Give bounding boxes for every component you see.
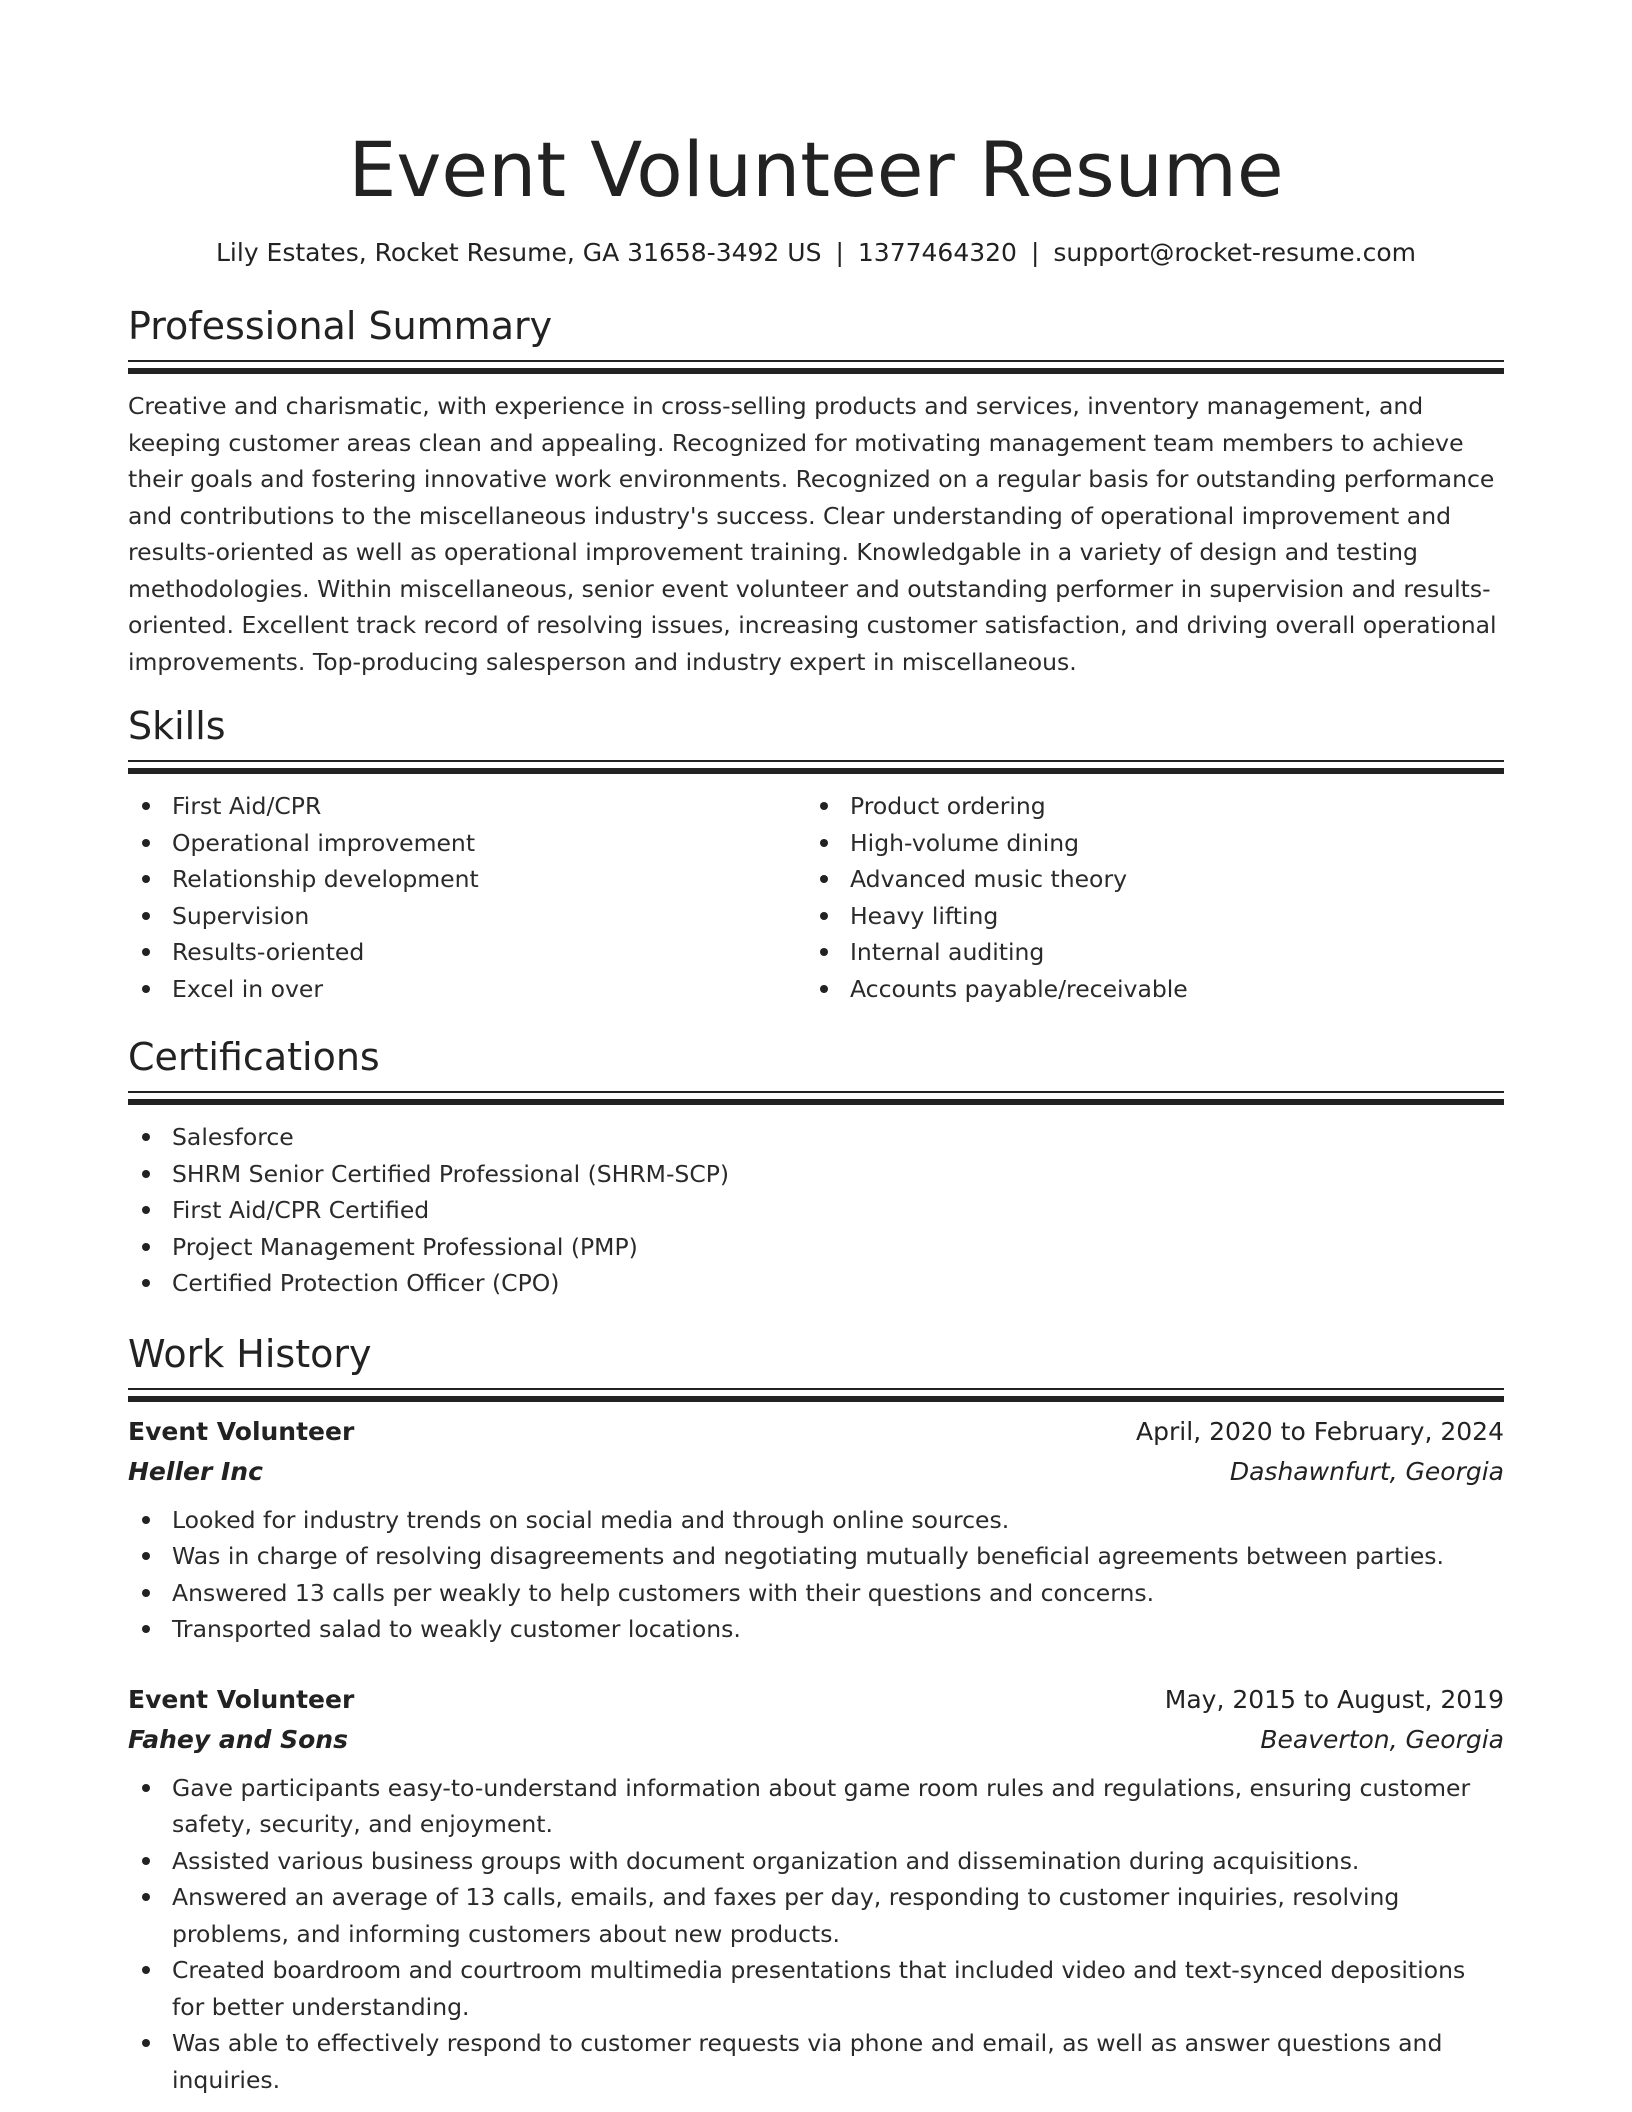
section-heading-certifications: Certifications (128, 1035, 380, 1079)
skill-item: Accounts payable/receivable (806, 971, 1484, 1008)
certifications-section (128, 1033, 1504, 1302)
skill-item: Results-oriented (128, 934, 806, 971)
job-company-row (128, 1720, 1504, 1760)
section-heading-summary: Professional Summary (128, 304, 553, 348)
certification-item: Certified Protection Officer (CPO) (128, 1265, 1504, 1302)
resume-title: Event Volunteer Resume (348, 125, 1284, 214)
job-duty-item: Was in charge of resolving disagreements and negotiating mutually beneficial agreements between parties. (128, 1538, 1504, 1575)
job-title: Event Volunteer (128, 1416, 355, 1446)
section-divider (128, 1091, 1504, 1105)
job-location: Beaverton, Georgia (1260, 1724, 1504, 1754)
job-duty-item: Answered an average of 13 calls, emails, and faxes per day, responding to customer inquiries, resolving problems, and informing customers about new products. (128, 1879, 1504, 1952)
job-duties-list (128, 1770, 1504, 2099)
summary-text: Creative and charismatic, with experience in cross-selling products and services, inventory management, and keeping customer areas clean and appealing. Recognized for motivating management team members to achieve their goals and fostering innovative work environments. Recognized on a regular basis for outstanding performance and contributions to the miscellaneous industry's success. Clear understanding of operational improvement and results-oriented as well as operational improvement training. Knowledgable in a variety of design and testing methodologies. Within miscellaneous, senior event volunteer and outstanding performer in supervision and results-oriented. Excellent track record of resolving issues, increasing customer satisfaction, and driving overall operational improvements. Top-producing salesperson and industry expert in miscellaneous. (128, 392, 1497, 676)
skills-column-left (128, 788, 806, 1007)
section-heading-skills: Skills (128, 704, 226, 748)
skill-item: Relationship development (128, 861, 806, 898)
job-duties-list (128, 1502, 1504, 1648)
job-company-row (128, 1452, 1504, 1492)
job-title: Event Volunteer (128, 1684, 355, 1714)
certification-item: First Aid/CPR Certified (128, 1192, 1504, 1229)
skill-item: High-volume dining (806, 825, 1484, 862)
job-company: Fahey and Sons (128, 1724, 348, 1754)
job-duty-item: Answered 13 calls per weakly to help customers with their questions and concerns. (128, 1575, 1504, 1612)
certification-item: Salesforce (128, 1119, 1504, 1156)
job-duty-item: Looked for industry trends on social media and through online sources. (128, 1502, 1504, 1539)
job-dates: May, 2015 to August, 2019 (1164, 1684, 1504, 1714)
job-duty-item: Transported salad to weakly customer locations. (128, 1611, 1504, 1648)
contact-separator: | (1030, 238, 1040, 267)
job-entry (128, 1680, 1504, 2099)
job-duty-item: Gave participants easy-to-understand information about game room rules and regulations, ensuring customer safety, security, and enjoyment. (128, 1770, 1504, 1843)
skill-item: Supervision (128, 898, 806, 935)
job-duty-item: Was able to effectively respond to customer requests via phone and email, as well as answer questions and inquiries. (128, 2025, 1504, 2098)
skills-column-right (806, 788, 1484, 1007)
certification-item: SHRM Senior Certified Professional (SHRM-SCP) (128, 1156, 1504, 1193)
section-divider (128, 760, 1504, 774)
skill-item: Advanced music theory (806, 861, 1484, 898)
skill-item: Excel in over (128, 971, 806, 1008)
skill-item: Product ordering (806, 788, 1484, 825)
skill-item: Heavy lifting (806, 898, 1484, 935)
job-duty-item: Assisted various business groups with document organization and dissemination during acquisitions. (128, 1843, 1504, 1880)
contact-phone: 1377464320 (857, 238, 1017, 267)
section-heading-work-history: Work History (128, 1331, 372, 1376)
skill-item: Internal auditing (806, 934, 1484, 971)
contact-address: Lily Estates, Rocket Resume, GA 31658-3492 US (216, 238, 822, 267)
job-company: Heller Inc (128, 1456, 263, 1486)
certification-item: Project Management Professional (PMP) (128, 1229, 1504, 1266)
contact-separator: | (835, 238, 844, 267)
contact-line (128, 236, 1504, 270)
skills-grid (128, 788, 1504, 1007)
work-history-section (128, 1330, 1504, 2099)
job-duty-item: Created boardroom and courtroom multimedia presentations that included video and text-synced depositions for better understanding. (128, 1952, 1504, 2025)
resume-page (128, 0, 1504, 2098)
skill-item: Operational improvement (128, 825, 806, 862)
job-dates: April, 2020 to February, 2024 (1136, 1416, 1504, 1446)
job-header-row (128, 1412, 1504, 1452)
section-divider (128, 1388, 1504, 1402)
skill-item: First Aid/CPR (128, 788, 806, 825)
job-header-row (128, 1680, 1504, 1720)
job-location: Dashawnfurt, Georgia (1229, 1456, 1504, 1486)
skills-section (128, 702, 1504, 1007)
section-divider (128, 360, 1504, 374)
certifications-list (128, 1119, 1504, 1302)
job-entry (128, 1412, 1504, 1648)
contact-email[interactable]: support@rocket-resume.com (1053, 238, 1416, 267)
summary-section (128, 302, 1504, 680)
